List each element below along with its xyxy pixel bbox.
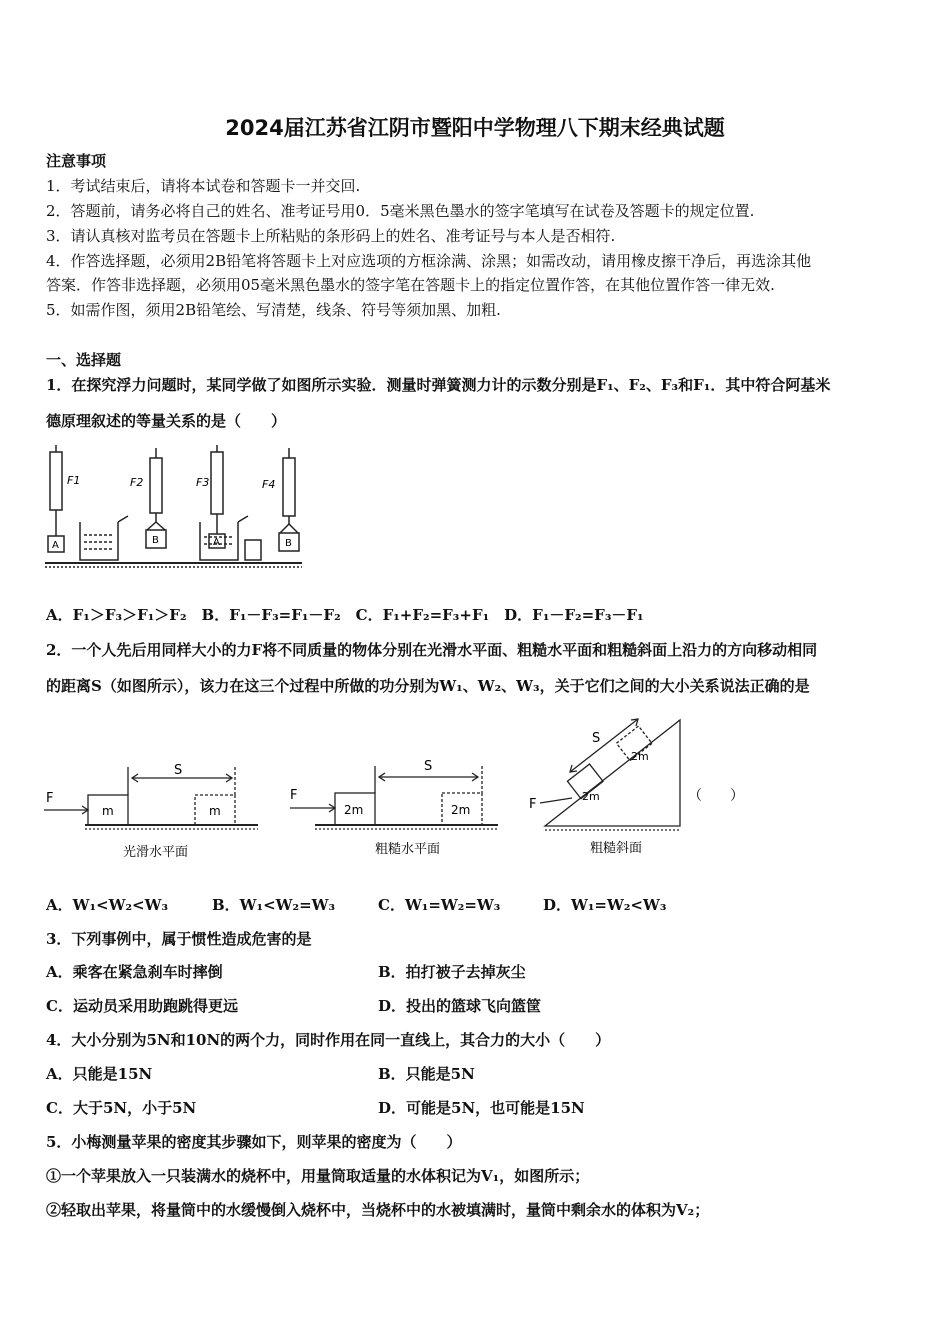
notice-item: 1．考试结束后，请将本试卷和答题卡一并交回. <box>46 177 361 195</box>
q5-step2: ②轻取出苹果，将量筒中的水缓慢倒入烧杯中，当烧杯中的水被填满时，量筒中剩余水的体积为V₂； <box>46 1201 710 1219</box>
q1-label-f1: F1 <box>67 474 81 487</box>
q2-mass-3b: 2m <box>631 750 649 763</box>
q2-option-d: D．W₁=W₂<W₃ <box>543 896 667 914</box>
q2-force-1: F <box>46 791 54 806</box>
q2-caption-3: 粗糙斜面 <box>590 841 643 856</box>
q3-stem: 3．下列事例中，属于惯性造成危害的是 <box>46 930 312 948</box>
q3-option-c: C．运动员采用助跑跳得更远 <box>46 997 238 1015</box>
q4-option-d: D．可能是5N，也可能是15N <box>378 1099 585 1117</box>
q4-option-a: A．只能是15N <box>46 1065 153 1083</box>
q5-stem: 5．小梅测量苹果的密度其步骤如下，则苹果的密度为（ ） <box>46 1133 462 1151</box>
q2-mass-1b: m <box>209 804 221 818</box>
q1-label-f3: F3 <box>196 476 210 489</box>
q3-option-d: D．投出的篮球飞向篮筐 <box>378 997 542 1015</box>
q1-label-f2: F2 <box>130 476 144 489</box>
q1-options: A．F₁＞F₃＞F₁＞F₂ B．F₁－F₃=F₁－F₂ C．F₁+F₂=F₃+F₁ D．F₁－F₂=F₃－F₁ <box>46 606 644 624</box>
q2-stem-line2: 的距离S（如图所示），该力在这三个过程中所做的功分别为W₁、W₂、W₃，关于它们之间的大小关系说法正确的是 <box>46 677 810 695</box>
q2-caption-1: 光滑水平面 <box>123 845 189 860</box>
notice-heading: 注意事项 <box>46 152 107 170</box>
q2-dist-2: S <box>424 759 433 774</box>
q2-force-3: F <box>529 797 537 812</box>
q1-stem-line2: 德原理叙述的等量关系的是（ ） <box>46 412 287 430</box>
notice-item: 2．答题前，请务必将自己的姓名、准考证号用0．5毫米黑色墨水的签字笔填写在试卷及答题卡的规定位置. <box>46 202 755 220</box>
q4-option-b: B．只能是5N <box>378 1065 475 1083</box>
q2-stem-line1: 2．一个人先后用同样大小的力F将不同质量的物体分别在光滑水平面、粗糙水平面和粗糙斜面上沿力的方向移动相同 <box>46 641 818 659</box>
q2-answer-blank: （ ） <box>688 788 744 804</box>
q5-step1: ①一个苹果放入一只装满水的烧杯中，用量筒取适量的水体积记为V₁，如图所示； <box>46 1167 590 1185</box>
notice-item: 4．作答选择题，必须用2B铅笔将答题卡上对应选项的方框涂满、涂黑；如需改动，请用橡皮擦干净后，再选涂其他 <box>46 252 812 270</box>
q4-option-c: C．大于5N，小于5N <box>46 1099 197 1117</box>
q3-option-b: B．拍打被子去掉灰尘 <box>378 963 526 981</box>
q2-option-a: A．W₁<W₂<W₃ <box>46 896 169 914</box>
section-heading: 一、选择题 <box>46 351 122 369</box>
q2-caption-2: 粗糙水平面 <box>375 842 441 857</box>
page-title: 2024届江苏省江阴市暨阳中学物理八下期末经典试题 <box>225 116 725 140</box>
q1-block-b2: B <box>285 538 292 549</box>
q1-block-a2: A <box>213 537 220 548</box>
q3-option-a: A．乘客在紧急刹车时摔倒 <box>46 963 223 981</box>
q2-dist-1: S <box>174 763 183 778</box>
q1-block-b: B <box>152 535 159 546</box>
q1-block-a: A <box>52 540 59 551</box>
notice-item: 3．请认真核对监考员在答题卡上所粘贴的条形码上的姓名、准考证号与本人是否相符. <box>46 227 616 245</box>
q1-label-f4: F4 <box>262 478 276 491</box>
q2-mass-2b: 2m <box>451 803 471 817</box>
q2-mass-1a: m <box>102 804 114 818</box>
q2-option-c: C．W₁=W₂=W₃ <box>378 896 501 914</box>
q4-stem: 4．大小分别为5N和10N的两个力，同时作用在同一直线上，其合力的大小（ ） <box>46 1031 611 1049</box>
q2-mass-2a: 2m <box>344 803 364 817</box>
q2-option-b: B．W₁<W₂=W₃ <box>212 896 336 914</box>
q2-dist-3: S <box>592 731 601 746</box>
notice-item: 答案．作答非选择题，必须用05毫米黑色墨水的签字笔在答题卡上的指定位置作答，在其他位置作答一律无效. <box>46 276 775 294</box>
q2-figure <box>40 712 760 864</box>
notice-item: 5．如需作图，须用2B铅笔绘、写清楚，线条、符号等须加黑、加粗. <box>46 301 501 319</box>
q2-force-2: F <box>290 788 298 803</box>
q1-figure <box>40 440 310 575</box>
q1-stem-line1: 1．在探究浮力问题时，某同学做了如图所示实验．测量时弹簧测力计的示数分别是F₁、F₂、F₃和F₁．其中符合阿基米 <box>46 376 831 394</box>
q2-mass-3a: 2m <box>582 790 600 803</box>
